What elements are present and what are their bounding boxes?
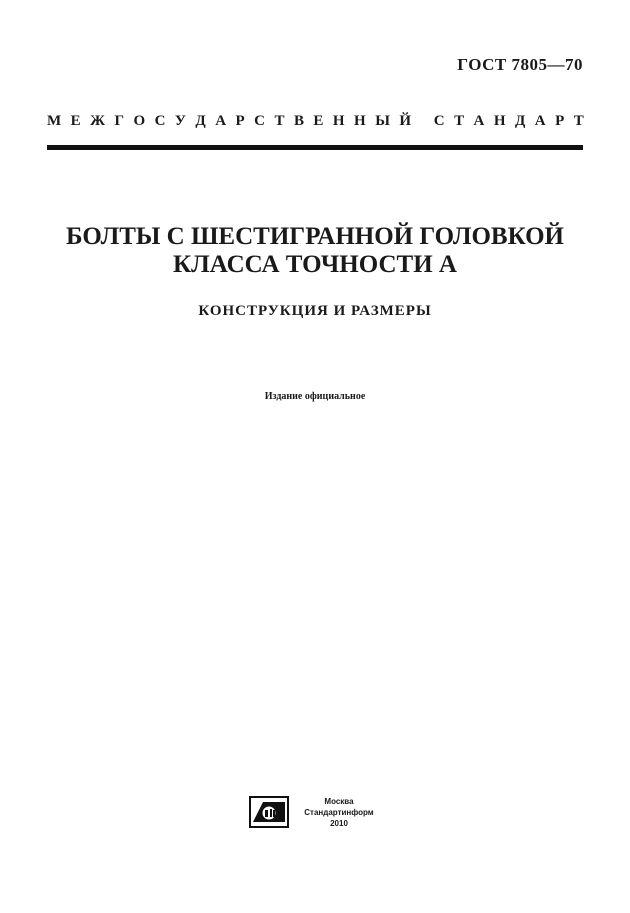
standard-type-letter: А	[215, 113, 227, 129]
standard-type-letter: С	[433, 113, 445, 129]
edition-note: Издание официальное	[264, 391, 366, 402]
publisher-city: Москва	[324, 797, 354, 806]
standard-type-letter: Г	[114, 113, 124, 129]
standard-type-letter: Т	[454, 113, 465, 129]
standard-type-letter: Ж	[90, 113, 105, 129]
publisher-name: Стандартинформ	[304, 808, 374, 817]
gost-number: ГОСТ 7805—70	[457, 55, 583, 74]
document-title-line-1: БОЛТЫ С ШЕСТИГРАННОЙ ГОЛОВКОЙ	[66, 223, 564, 250]
standard-type-letter: А	[473, 113, 485, 129]
standard-type-letter: М	[47, 113, 62, 129]
standard-type-letter: Д	[195, 113, 206, 129]
standard-type-letter: Т	[573, 113, 584, 129]
standard-type-letter: Т	[274, 113, 285, 129]
standard-type-letter: Р	[555, 113, 565, 129]
standard-type-letter: Е	[70, 113, 81, 129]
standard-type-letter: Н	[493, 113, 506, 129]
standard-type-letter: Й	[399, 113, 412, 129]
standard-type-heading	[47, 113, 584, 130]
publisher-info	[294, 796, 384, 829]
standard-type-letter: Д	[515, 113, 526, 129]
standard-type-letter	[421, 113, 425, 130]
publisher-year: 2010	[330, 819, 348, 828]
standard-type-letter: Ы	[375, 113, 390, 129]
document-title-line-2: КЛАССА ТОЧНОСТИ А	[173, 251, 457, 278]
standard-type-letter: У	[174, 113, 186, 129]
standartinform-logo-icon	[249, 796, 289, 828]
standard-type-letter: С	[154, 113, 166, 129]
standard-type-letter: С	[254, 113, 265, 129]
header-rule	[47, 145, 583, 150]
standard-type-letter: Н	[354, 113, 366, 129]
document-title	[0, 223, 630, 279]
standard-type-letter: Р	[235, 113, 245, 129]
standard-type-letter: В	[293, 113, 304, 129]
standard-type-letter: Н	[332, 113, 345, 129]
standard-type-letter: Е	[313, 113, 324, 129]
standard-type-letter: О	[133, 113, 146, 129]
document-subtitle: КОНСТРУКЦИЯ И РАЗМЕРЫ	[198, 303, 432, 319]
standard-type-letter: А	[534, 113, 546, 129]
